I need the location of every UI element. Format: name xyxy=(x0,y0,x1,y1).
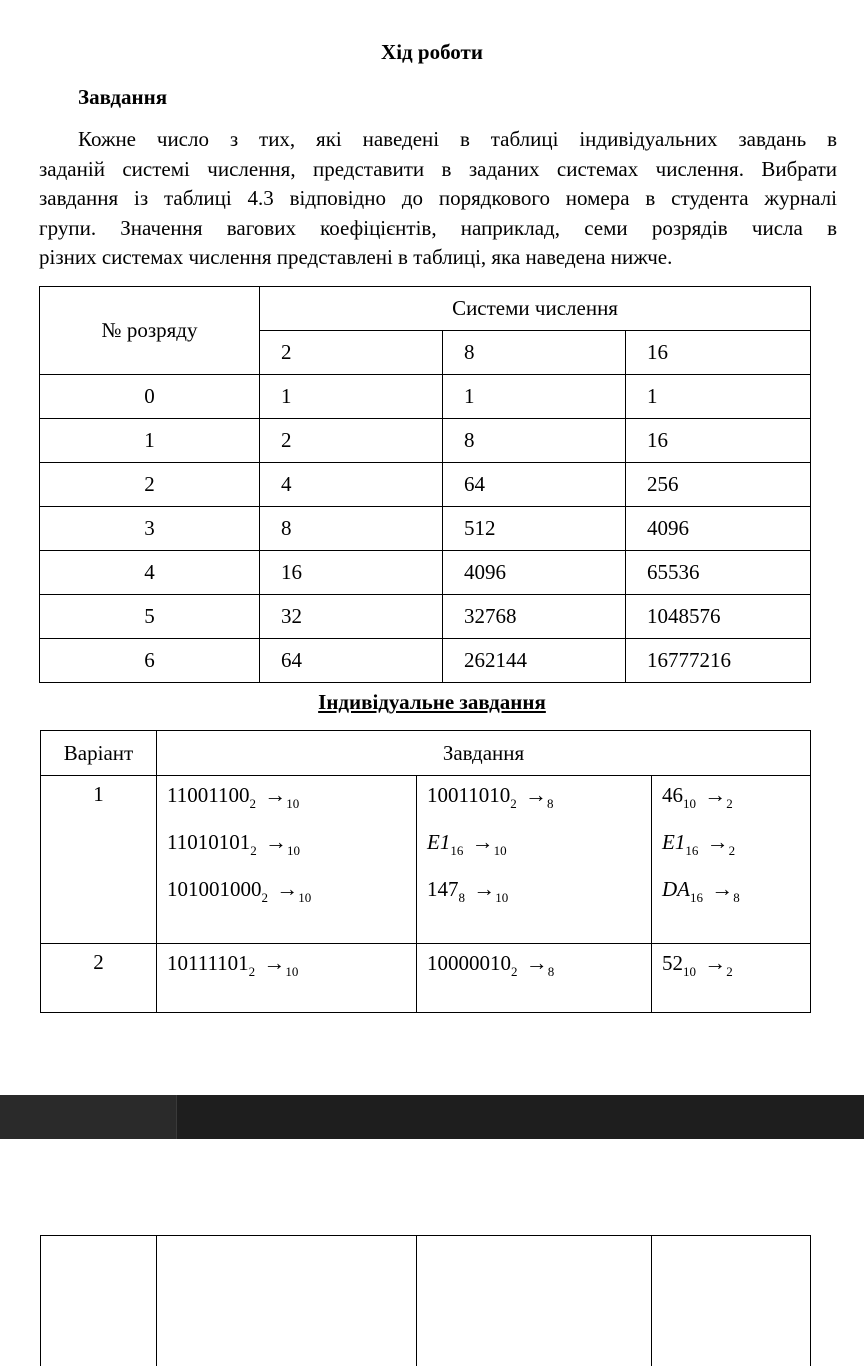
intro-line: завдання із таблиці 4.3 відповідно до порядкового номера в студента журналі xyxy=(39,184,837,214)
task-number: E1 xyxy=(662,830,685,854)
weight-base8-cell: 512 xyxy=(443,507,626,551)
empty-cell xyxy=(652,1236,811,1366)
task-header: Завдання xyxy=(157,731,811,776)
weight-base8-cell: 4096 xyxy=(443,551,626,595)
weight-base16-cell: 256 xyxy=(626,463,811,507)
task-column-cell xyxy=(652,776,811,944)
task-column-cell xyxy=(157,776,417,944)
source-base: 10 xyxy=(683,796,696,811)
variant-number: 1 xyxy=(41,776,157,944)
page-title: Хід роботи xyxy=(0,38,864,66)
weight-base8-cell: 32768 xyxy=(443,595,626,639)
weights-row xyxy=(40,595,811,639)
source-base: 2 xyxy=(511,964,518,979)
digit-position-cell: 2 xyxy=(40,463,260,507)
task-number: E1 xyxy=(427,830,450,854)
weight-base8-cell: 262144 xyxy=(443,639,626,683)
source-base: 16 xyxy=(685,843,698,858)
conversion-task xyxy=(417,950,651,997)
digit-position-cell: 0 xyxy=(40,375,260,419)
target-base: 2 xyxy=(729,843,736,858)
weights-row xyxy=(40,551,811,595)
weight-base16-cell: 16 xyxy=(626,419,811,463)
intro-paragraph xyxy=(39,125,837,273)
weights-table xyxy=(39,286,811,683)
digit-position-header: № розряду xyxy=(40,287,260,375)
task-column-cell xyxy=(417,944,652,1013)
conversion-task xyxy=(157,782,416,829)
task-number: 147 xyxy=(427,877,459,901)
task-column-cell xyxy=(157,944,417,1013)
conversion-task xyxy=(157,876,416,923)
variants-table xyxy=(40,730,811,1013)
weight-base2-cell: 32 xyxy=(260,595,443,639)
source-base: 16 xyxy=(690,890,703,905)
task-column-cell xyxy=(652,944,811,1013)
conversion-task xyxy=(652,782,810,829)
target-base: 10 xyxy=(494,843,507,858)
source-base: 2 xyxy=(249,796,256,811)
conversion-task xyxy=(652,829,810,876)
weight-base2-cell: 1 xyxy=(260,375,443,419)
weight-base2-cell: 2 xyxy=(260,419,443,463)
task-number: 10111101 xyxy=(167,951,249,975)
arrow-icon: → xyxy=(473,876,495,901)
task-number: 46 xyxy=(662,783,683,807)
intro-line: різних системах числення представлені в таблиці, яка наведена нижче. xyxy=(39,243,837,273)
intro-line: групи. Значення вагових коефіцієнтів, наприклад, семи розрядів числа в xyxy=(39,214,837,244)
weight-base16-cell: 16777216 xyxy=(626,639,811,683)
weights-table-body xyxy=(40,375,811,683)
weight-base16-cell: 65536 xyxy=(626,551,811,595)
weights-row xyxy=(40,463,811,507)
empty-cell xyxy=(157,1236,417,1366)
digit-position-cell: 5 xyxy=(40,595,260,639)
arrow-icon: → xyxy=(704,950,726,975)
target-base: 10 xyxy=(495,890,508,905)
weight-base2-cell: 64 xyxy=(260,639,443,683)
target-base: 2 xyxy=(726,796,733,811)
empty-cell xyxy=(417,1236,652,1366)
weights-row xyxy=(40,639,811,683)
weight-base16-cell: 4096 xyxy=(626,507,811,551)
base-header: 16 xyxy=(626,331,811,375)
thumbnail-preview xyxy=(0,1095,177,1139)
task-number: 11001100 xyxy=(167,783,249,807)
source-base: 10 xyxy=(683,964,696,979)
digit-position-cell: 4 xyxy=(40,551,260,595)
task-column-cell xyxy=(417,776,652,944)
conversion-task xyxy=(157,829,416,876)
intro-line: заданій системі числення, представити в заданих системах числення. Вибрати xyxy=(39,155,837,185)
conversion-task xyxy=(417,876,651,923)
task-number: 11010101 xyxy=(167,830,250,854)
weight-base16-cell: 1048576 xyxy=(626,595,811,639)
source-base: 16 xyxy=(450,843,463,858)
variant-number: 2 xyxy=(41,944,157,1013)
conversion-task xyxy=(157,950,416,997)
task-heading: Завдання xyxy=(78,83,167,111)
source-base: 2 xyxy=(262,890,269,905)
conversion-task xyxy=(417,829,651,876)
weight-base8-cell: 1 xyxy=(443,375,626,419)
base-header: 8 xyxy=(443,331,626,375)
arrow-icon: → xyxy=(265,829,287,854)
arrow-icon: → xyxy=(704,782,726,807)
arrow-icon: → xyxy=(711,876,733,901)
weight-base8-cell: 64 xyxy=(443,463,626,507)
task-number: 52 xyxy=(662,951,683,975)
task-number: 101001000 xyxy=(167,877,262,901)
source-base: 2 xyxy=(250,843,257,858)
arrow-icon: → xyxy=(263,950,285,975)
target-base: 10 xyxy=(298,890,311,905)
variant-row xyxy=(41,776,811,944)
target-base: 8 xyxy=(548,964,555,979)
target-base: 10 xyxy=(286,796,299,811)
arrow-icon: → xyxy=(707,829,729,854)
number-systems-header: Системи числення xyxy=(260,287,811,331)
weight-base2-cell: 4 xyxy=(260,463,443,507)
arrow-icon: → xyxy=(526,950,548,975)
conversion-task xyxy=(652,950,810,997)
digit-position-cell: 6 xyxy=(40,639,260,683)
target-base: 8 xyxy=(547,796,554,811)
weight-base16-cell: 1 xyxy=(626,375,811,419)
variant-header: Варіант xyxy=(41,731,157,776)
weights-row xyxy=(40,419,811,463)
task-number: 10000010 xyxy=(427,951,511,975)
arrow-icon: → xyxy=(525,782,547,807)
empty-cell xyxy=(41,1236,157,1366)
target-base: 10 xyxy=(285,964,298,979)
target-base: 8 xyxy=(733,890,740,905)
weight-base8-cell: 8 xyxy=(443,419,626,463)
task-number: DA xyxy=(662,877,690,901)
weights-row xyxy=(40,507,811,551)
conversion-task xyxy=(417,782,651,829)
weight-base2-cell: 8 xyxy=(260,507,443,551)
weight-base2-cell: 16 xyxy=(260,551,443,595)
arrow-icon: → xyxy=(276,876,298,901)
continued-table xyxy=(40,1235,811,1366)
task-number: 10011010 xyxy=(427,783,510,807)
intro-line: Кожне число з тих, які наведені в таблиці індивідуальних завдань в xyxy=(39,125,837,155)
arrow-icon: → xyxy=(264,782,286,807)
variants-table-body xyxy=(41,776,811,1013)
source-base: 2 xyxy=(510,796,517,811)
target-base: 2 xyxy=(726,964,733,979)
digit-position-cell: 1 xyxy=(40,419,260,463)
base-header: 2 xyxy=(260,331,443,375)
variant-row xyxy=(41,944,811,1013)
source-base: 8 xyxy=(459,890,466,905)
dark-toolbar-band xyxy=(0,1095,864,1139)
source-base: 2 xyxy=(249,964,256,979)
arrow-icon: → xyxy=(472,829,494,854)
target-base: 10 xyxy=(287,843,300,858)
weights-row xyxy=(40,375,811,419)
digit-position-cell: 3 xyxy=(40,507,260,551)
individual-task-title: Індивідуальне завдання xyxy=(0,688,864,716)
conversion-task xyxy=(652,876,810,923)
